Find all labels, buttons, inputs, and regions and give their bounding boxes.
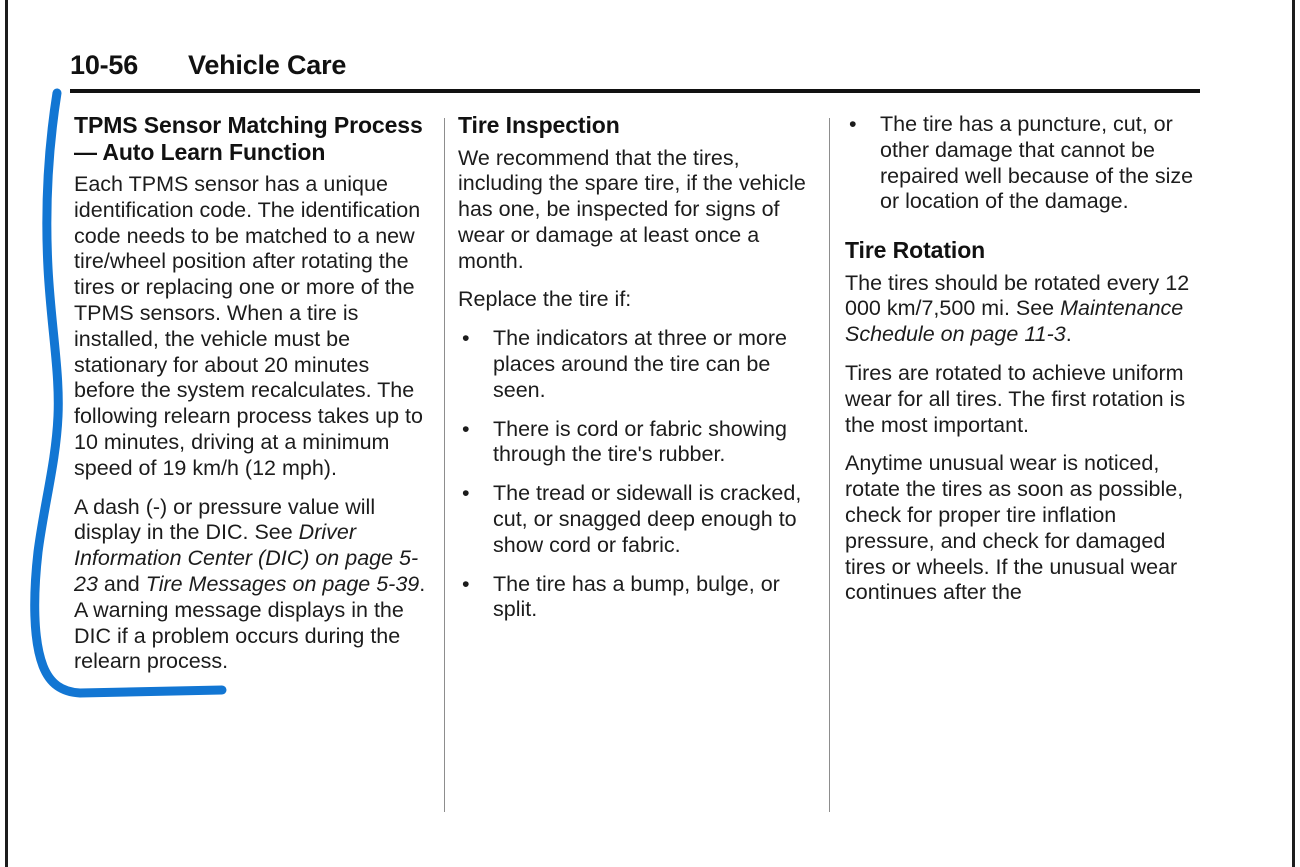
paragraph-uniform-wear: Tires are rotated to achieve uniform wear for all tires. The first rotation is the most important. [845, 361, 1186, 437]
paragraph-replace-the-tire-if: Replace the tire if: [458, 287, 632, 312]
list-item-text: There is cord or fabric showing through the tire's rubber. [493, 416, 787, 467]
header-line [70, 50, 1200, 81]
bullet-icon: • [462, 481, 470, 506]
paragraph-tpms-identification-code: Each TPMS sensor has a unique identification code. The identification code needs to be matched to a new tire/wheel position after rotating the tires or replacing one or more of the TPMS sensors. When a tire is installed, the vehicle must be stationary for about 20 minutes before the system recalculates. The following relearn process takes up to 10 minutes, driving at a minimum speed of 19 km/h (12 mph). [74, 172, 423, 480]
column-2 [458, 112, 813, 623]
list-replace-tire-conditions-continued [845, 112, 1205, 215]
paragraph-text-part-c: . A warning message displays in the DIC if a problem occurs during the relearn process. [74, 571, 426, 674]
list-item [458, 572, 813, 624]
list-item-text: The tire has a bump, bulge, or split. [493, 571, 780, 622]
paragraph-inspect-tires-monthly: We recommend that the tires, including the spare tire, if the vehicle has one, be inspected for signs of wear or damage at least once a month. [458, 145, 806, 273]
page-header [70, 50, 1200, 94]
heading-tire-inspection: Tire Inspection [458, 112, 620, 138]
list-item [458, 417, 813, 469]
list-item [458, 326, 813, 403]
paragraph-dic-dash-pressure [74, 495, 429, 676]
page-left-edge-line [5, 0, 8, 867]
paragraph-text-part-b: . [1065, 322, 1072, 347]
column-3 [845, 112, 1205, 619]
list-item [458, 481, 813, 558]
cross-reference-driver-information-center: Driver Information Center (DIC) on page 5-23 [74, 520, 419, 596]
column-divider-1 [444, 118, 445, 812]
cross-reference-tire-messages: Tire Messages on page 5-39 [145, 571, 420, 596]
list-replace-tire-conditions [458, 326, 813, 623]
heading-tire-rotation: Tire Rotation [845, 237, 986, 264]
bullet-icon: • [462, 416, 470, 441]
cross-reference-maintenance-schedule: Maintenance Schedule on page 11-3 [845, 296, 1184, 347]
bullet-icon: • [462, 571, 470, 596]
paragraph-text-part-b: and [97, 571, 146, 596]
paragraph-text-part-a: The tires should be rotated every 12 000 km/7,500 mi. See [845, 270, 1194, 321]
bullet-icon: • [462, 326, 470, 351]
list-item-text: The tread or sidewall is cracked, cut, or snagged deep enough to show cord or fabric. [493, 481, 802, 557]
list-item-text: The indicators at three or more places around the tire can be seen. [493, 326, 787, 402]
bullet-icon: • [849, 112, 857, 136]
header-rule [70, 89, 1200, 93]
column-divider-2 [829, 118, 830, 812]
list-item [845, 112, 1205, 215]
column-1 [74, 112, 429, 688]
list-item-text: The tire has a puncture, cut, or other damage that cannot be repaired well because of the size or location of the damage. [880, 112, 1194, 214]
paragraph-unusual-wear: Anytime unusual wear is noticed, rotate the tires as soon as possible, check for proper tire inflation pressure, and check for damaged tires or wheels. If the unusual wear continues after the [845, 451, 1184, 605]
page-title: Vehicle Care [188, 50, 347, 80]
paragraph-text-part-a: A dash (-) or pressure value will display in the DIC. See [74, 494, 376, 545]
paragraph-rotation-interval [845, 271, 1205, 348]
heading-tpms-sensor-matching-process: TPMS Sensor Matching Process — Auto Learn Function [74, 112, 423, 165]
page-number: 10-56 [70, 50, 139, 80]
page-right-edge-line [1292, 0, 1295, 867]
